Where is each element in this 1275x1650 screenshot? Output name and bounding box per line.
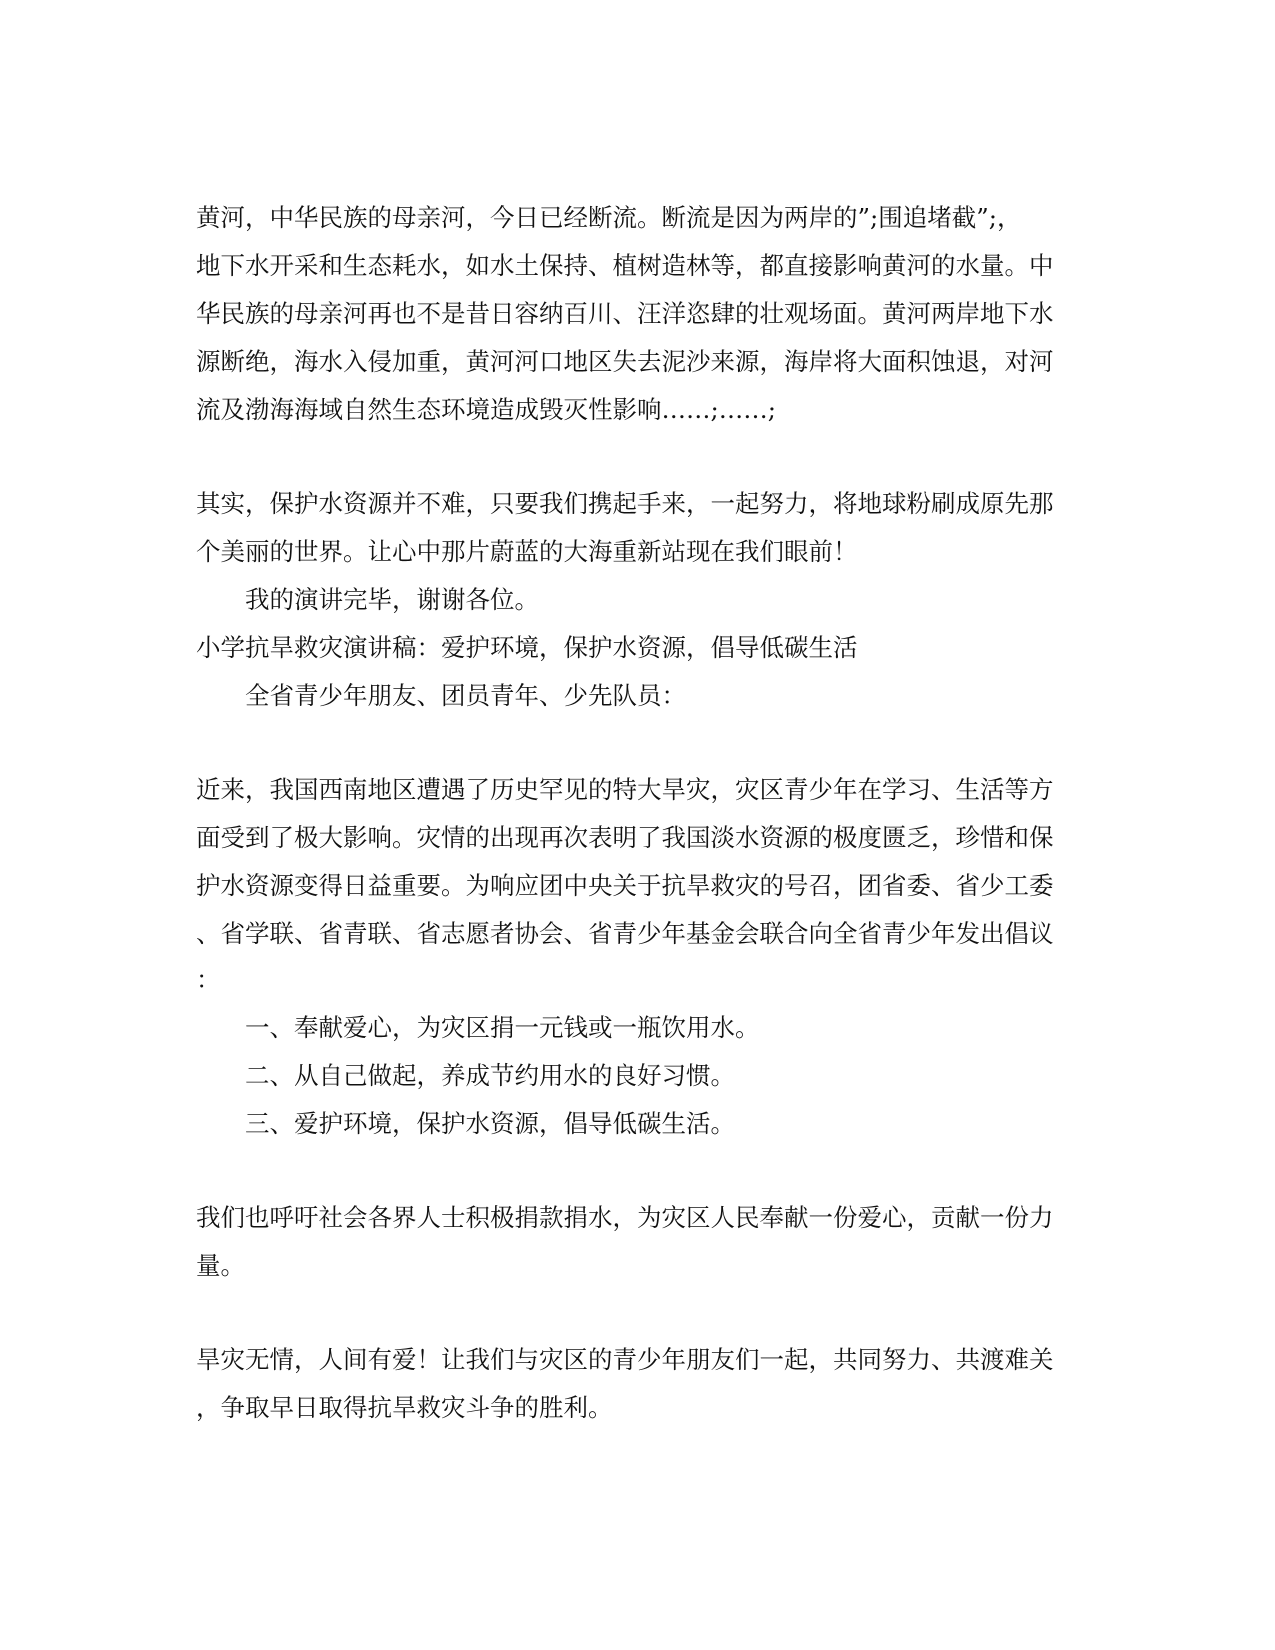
text-line: 黄河，中华民族的母亲河，今日已经断流。断流是因为两岸的”;围追堵截”;， — [196, 203, 1022, 232]
text-line: ： — [196, 965, 221, 994]
list-item: 二、从自己做起，养成节约用水的良好习惯。 — [245, 1061, 735, 1090]
text-line: 华民族的母亲河再也不是昔日容纳百川、汪洋恣肆的壮观场面。黄河两岸地下水 — [196, 299, 1054, 328]
text-line: 源断绝，海水入侵加重，黄河河口地区失去泥沙来源，海岸将大面积蚀退，对河 — [196, 347, 1054, 376]
text-line: 、省学联、省青联、省志愿者协会、省青少年基金会联合向全省青少年发出倡议 — [196, 919, 1054, 948]
text-line: 近来，我国西南地区遭遇了历史罕见的特大旱灾，灾区青少年在学习、生活等方 — [196, 775, 1054, 804]
text-line: 流及渤海海域自然生态环境造成毁灭性影响……;……; — [196, 395, 777, 424]
text-line: 我们也呼吁社会各界人士积极捐款捐水，为灾区人民奉献一份爱心，贡献一份力 — [196, 1203, 1054, 1232]
text-line: 个美丽的世界。让心中那片蔚蓝的大海重新站现在我们眼前！ — [196, 537, 858, 566]
list-item: 一、奉献爱心，为灾区捐一元钱或一瓶饮用水。 — [245, 1013, 760, 1042]
salutation: 全省青少年朋友、团员青年、少先队员： — [245, 681, 686, 710]
text-line: 地下水开采和生态耗水，如水土保持、植树造林等，都直接影响黄河的水量。中 — [196, 251, 1054, 280]
text-line: 面受到了极大影响。灾情的出现再次表明了我国淡水资源的极度匮乏，珍惜和保 — [196, 823, 1054, 852]
text-line: 旱灾无情，人间有爱！让我们与灾区的青少年朋友们一起，共同努力、共渡难关 — [196, 1345, 1054, 1374]
speech-title: 小学抗旱救灾演讲稿：爱护环境，保护水资源，倡导低碳生活 — [196, 633, 858, 662]
text-line: ，争取早日取得抗旱救灾斗争的胜利。 — [196, 1393, 613, 1422]
closing-line: 我的演讲完毕，谢谢各位。 — [245, 585, 539, 614]
text-line: 护水资源变得日益重要。为响应团中央关于抗旱救灾的号召，团省委、省少工委 — [196, 871, 1054, 900]
list-item: 三、爱护环境，保护水资源，倡导低碳生活。 — [245, 1109, 735, 1138]
text-line: 量。 — [196, 1251, 245, 1280]
text-line: 其实，保护水资源并不难，只要我们携起手来，一起努力，将地球粉刷成原先那 — [196, 489, 1054, 518]
